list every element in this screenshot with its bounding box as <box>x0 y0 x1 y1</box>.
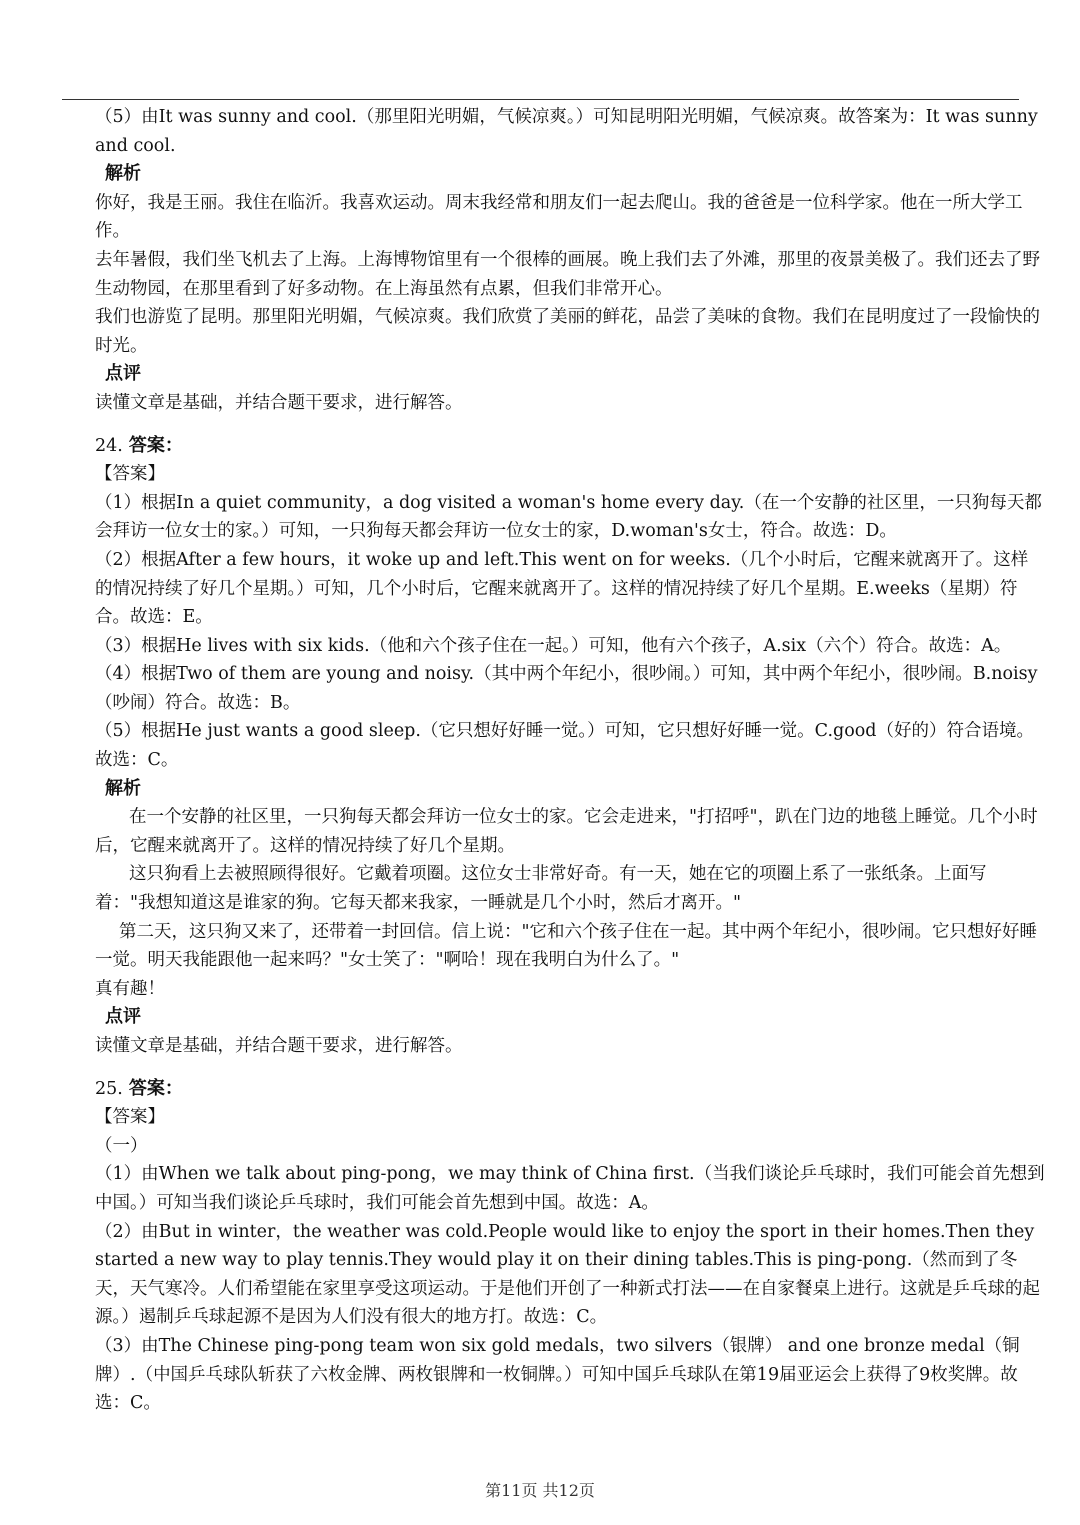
q24-item: （5）根据He just wants a good sleep.（它只想好好睡一觉。）可知，它只想好好睡一觉。C.good（好的）符合语境。故选：C。 <box>95 721 1034 771</box>
q25-heading <box>95 1075 1045 1104</box>
q24-item: （2）根据After a few hours，it woke up and left.This went on for weeks.（几个小时后，它醒来就离开了。这样的情况持续了好几个星期。）可知，几个小时后，它醒来就离开了。这样的情况持续了好几个星期。E.weeks（星期）符合。故选：E。 <box>95 549 1029 628</box>
q24-answer-label: 答案： <box>128 434 183 456</box>
q24-answer-tag: 【答案】 <box>95 464 165 485</box>
q25-item: （2）由But in winter，the weather was cold.People would like to enjoy the sport in their homes.Then they started a new way to play tennis.They would play it on their dining tables.This is ping-pong.（然而到了冬天，天气寒冷。人们希望能在家里享受这项运动。于是他们开创了一种新式打法——在自家餐桌上进行。这就是乒乓球的起源。）遏制乒乓球起源不是因为人们没有很大的地方打。故选：C。 <box>95 1221 1040 1328</box>
q23-analysis-para: 去年暑假，我们坐飞机去了上海。上海博物馆里有一个很棒的画展。晚上我们去了外滩，那里的夜景美极了。我们还去了野生动物园，在那里看到了好多动物。在上海虽然有点累，但我们非常开心。 <box>95 249 1040 299</box>
header-rule <box>62 99 1019 100</box>
q23-review-heading: 点评 <box>105 363 141 385</box>
q24-review-text: 读懂文章是基础，并结合题干要求，进行解答。 <box>95 1036 463 1056</box>
q23-analysis-heading: 解析 <box>105 163 141 185</box>
q25-item: （3）由The Chinese ping-pong team won six gold medals，two silvers（银牌） and one bronze medal（铜牌）.（中国乒乓球队斩获了六枚金牌、两枚银牌和一枚铜牌。）可知中国乒乓球队在第19届亚运会上获得了9枚奖牌。故选：C。 <box>95 1335 1020 1414</box>
page-footer: 第11页 共12页 <box>485 1481 595 1500</box>
q24-analysis-para: 第二天，这只狗又来了，还带着一封回信。信上说："它和六个孩子住在一起。其中两个年纪小，很吵闹。它只想好好睡一觉。明天我能跟他一起来吗？"女士笑了："啊哈！现在我明白为什么了。" <box>95 921 1038 971</box>
q24-item: （1）根据In a quiet community，a dog visited a woman's home every day.（在一个安静的社区里，一只狗每天都会拜访一位女士的家。）可知，一只狗每天都会拜访一位女士的家，D.woman's女士，符合。故选：D。 <box>95 492 1042 542</box>
q25-answer-label: 答案： <box>128 1077 183 1099</box>
page-content <box>95 103 1045 1418</box>
q24-heading <box>95 432 1045 461</box>
q23-review-text: 读懂文章是基础，并结合题干要求，进行解答。 <box>95 392 463 413</box>
q23-analysis-para: 我们也游览了昆明。那里阳光明媚，气候凉爽。我们欣赏了美丽的鲜花，品尝了美味的食物。我们在昆明度过了一段愉快的时光。 <box>95 307 1040 356</box>
q23-analysis-para: 你好，我是王丽。我住在临沂。我喜欢运动。周末我经常和朋友们一起去爬山。我的爸爸是一位科学家。他在一所大学工作。 <box>95 192 1023 242</box>
q25-item: （1）由When we talk about ping-pong，we may think of China first.（当我们谈论乒乓球时，我们可能会首先想到中国。）可知当我们谈论乒乓球时，我们可能会首先想到中国。故选：A。 <box>95 1164 1045 1213</box>
q24-item: （4）根据Two of them are young and noisy.（其中两个年纪小，很吵闹。）可知，其中两个年纪小，很吵闹。B.noisy（吵闹）符合。故选：B。 <box>95 664 1038 713</box>
q25-answer-tag: 【答案】 <box>95 1107 165 1128</box>
q24-number: 24. <box>95 435 123 456</box>
q25-number: 25. <box>95 1078 123 1099</box>
q24-item: （3）根据He lives with six kids.（他和六个孩子住在一起。）可知，他有六个孩子，A.six（六个）符合。故选：A。 <box>95 635 1012 656</box>
q25-section-label: （一） <box>95 1135 148 1156</box>
q24-analysis-para: 在一个安静的社区里，一只狗每天都会拜访一位女士的家。它会走进来，"打招呼"，趴在门边的地毯上睡觉。几个小时后，它醒来就离开了。这样的情况持续了好几个星期。 <box>95 807 1038 856</box>
q24-analysis-para: 真有趣！ <box>95 978 165 999</box>
q24-analysis-heading: 解析 <box>105 777 141 799</box>
q24-analysis-para: 这只狗看上去被照顾得很好。它戴着项圈。这位女士非常好奇。有一天，她在它的项圈上系了一张纸条。上面写着："我想知道这是谁家的狗。它每天都来我家，一睡就是几个小时，然后才离开。" <box>95 864 987 914</box>
q23-item-5: （5）由It was sunny and cool.（那里阳光明媚，气候凉爽。）可知昆明阳光明媚，气候凉爽。故答案为：It was sunny and cool. <box>95 107 1038 156</box>
q24-review-heading: 点评 <box>105 1006 141 1028</box>
